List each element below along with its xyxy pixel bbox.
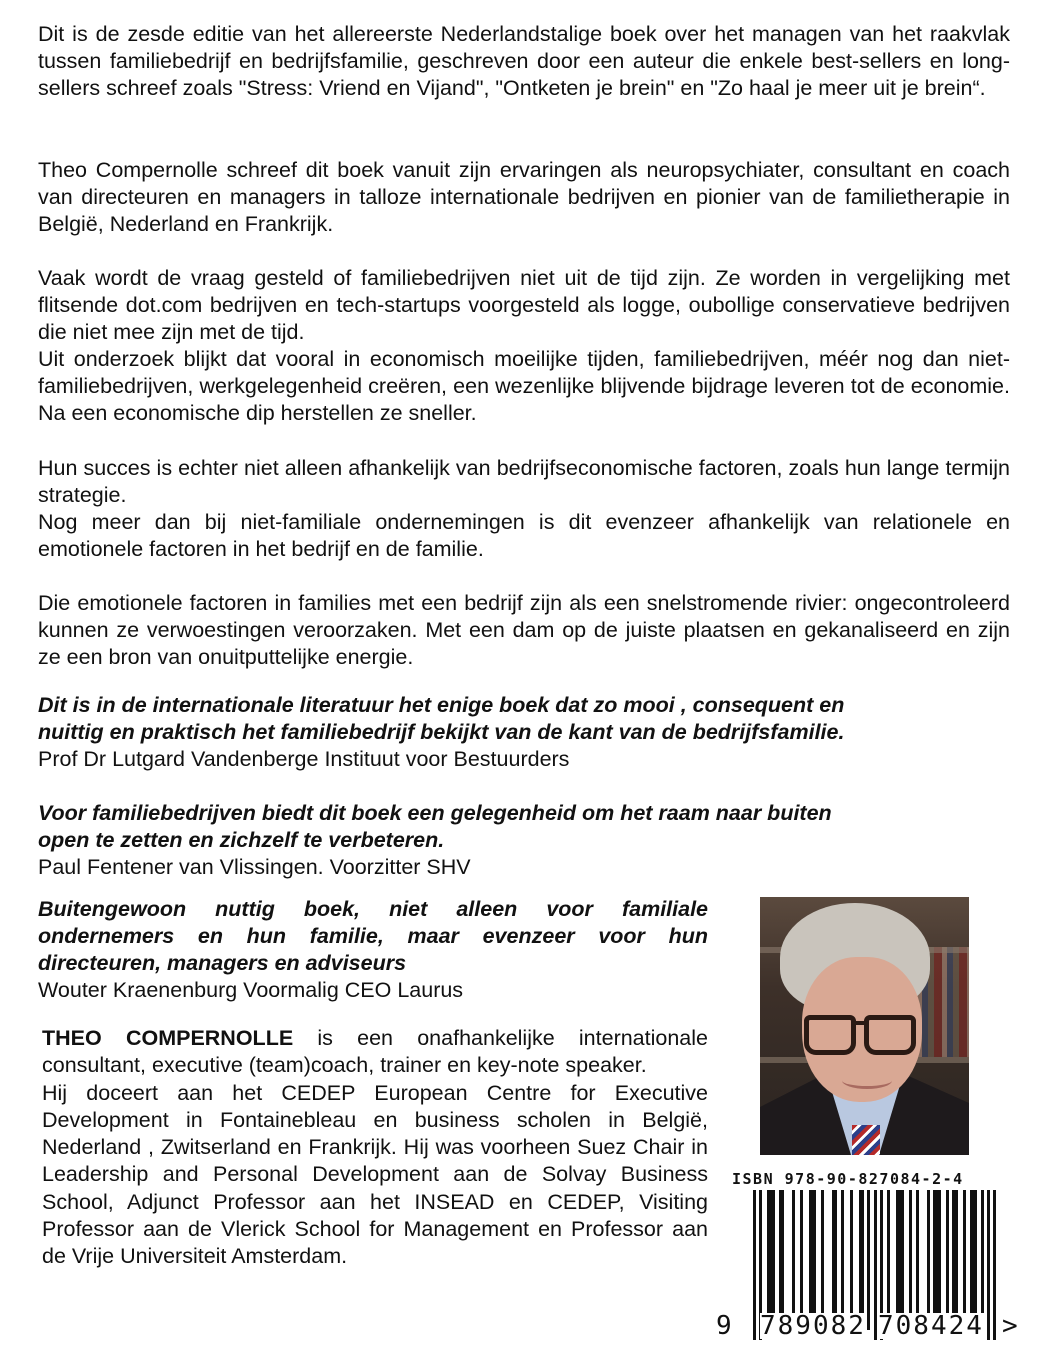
barcode-left-digits: 789082: [760, 1311, 866, 1341]
quote-3: [38, 896, 708, 1004]
quote-1-attribution: Prof Dr Lutgard Vandenberge Instituut voor Bestuurders: [38, 747, 570, 771]
barcode-right-digits: 708424: [878, 1311, 984, 1341]
author-bio-career: Hij doceert aan het CEDEP European Centre for Executive Development in Fontainebleau en business scholen in België, Nederland , Zwitserland en Frankrijk. Hij was voorheen Suez Chair in Leadership and Personal Development aan de Solvay Business School, Adjunct Professor aan het INSEAD en CEDEP, Visiting Professor aan de Vlerick School for Management en Professor aan de Vrije Universiteit Amsterdam.: [42, 1080, 708, 1269]
author-bio: [42, 1025, 708, 1271]
quote-1-line-2: nuittig en praktisch het familiebedrijf bekijkt van de kant van de bedrijfsfamilie.: [38, 720, 845, 744]
author-bio-intro-text: is een onafhankelijke internationale consultant, executive (team)coach, trainer en key-note speaker.: [42, 1026, 708, 1078]
intro-text-3a: Vaak wordt de vraag gesteld of familiebedrijven niet uit de tijd zijn. Ze worden in vergelijking met flitsende dot.com bedrijven en tech-startups voorgesteld als logge, oubollige conservatieve bedrijven die niet mee zijn met de tijd.: [38, 266, 1010, 344]
intro-text-2: Theo Compernolle schreef dit boek vanuit zijn ervaringen als neuropsychiater, consultant en coach van directeuren en managers in talloze internationale bedrijven en pionier van de familietherapie in België, Nederland en Frankrijk.: [38, 158, 1010, 236]
intro-text-1: Dit is de zesde editie van het allereerste Nederlandstalige boek over het managen van het raakvlak tussen familiebedrijf en bedrijfsfamilie, geschreven door een auteur die enkele best-sellers en long-sellers schreef zoals "Stress: Vriend en Vijand", "Ontketen je brein" en "Zo haal je meer uit je brein“.: [38, 22, 1010, 100]
quote-2-line-2: open te zetten en zichzelf te verbeteren.: [38, 828, 445, 852]
glasses-bridge: [855, 1021, 867, 1025]
intro-text-3b: Uit onderzoek blijkt dat vooral in economisch moeilijke tijden, familiebedrijven, méér nog dan niet-familiebedrijven, werkgelegenheid creëren, een wezenlijke blijvende bijdrage leveren tot de economie. Na een economische dip herstellen ze sneller.: [38, 347, 1010, 425]
intro-paragraph-1: [38, 21, 1010, 102]
intro-paragraph-2: [38, 157, 1010, 238]
quote-3-text: Buitengewoon nuttig boek, niet alleen voor familiale ondernemers en hun familie, maar evenzeer voor hun directeuren, managers en adviseurs: [38, 897, 708, 975]
intro-paragraph-5: [38, 590, 1010, 671]
intro-paragraph-3: [38, 265, 1010, 427]
quote-1: [38, 692, 1010, 773]
quote-2-line-1: Voor familiebedrijven biedt dit boek een gelegenheid om het raam naar buiten: [38, 801, 832, 825]
intro-text-5: Die emotionele factoren in families met een bedrijf zijn als een snelstromende rivier: ongecontroleerd kunnen ze verwoestingen veroorzaken. Met een dam op de juiste plaatsen en gekanaliseerd en zijn ze een bron van onuitputtelijke energie.: [38, 591, 1010, 669]
quote-1-line-1: Dit is in de internationale literatuur het enige boek dat zo mooi , consequent en: [38, 693, 845, 717]
barcode-first-digit: 9: [716, 1311, 732, 1341]
isbn-barcode: [712, 1170, 1032, 1355]
quote-2-attribution: Paul Fentener van Vlissingen. Voorzitter SHV: [38, 855, 471, 879]
barcode-quiet-zone-arrow: >: [1002, 1311, 1018, 1341]
author-photo: [760, 897, 969, 1155]
author-bio-intro: [42, 1025, 708, 1080]
striped-tie: [852, 1125, 880, 1155]
isbn-label: ISBN 978-90-827084-2-4: [732, 1170, 964, 1188]
smile: [842, 1072, 892, 1089]
author-name: THEO COMPERNOLLE: [42, 1026, 294, 1050]
glasses-left-lens: [804, 1015, 856, 1055]
quote-3-attribution: Wouter Kraenenburg Voormalig CEO Laurus: [38, 978, 464, 1002]
intro-text-4a: Hun succes is echter niet alleen afhankelijk van bedrijfseconomische factoren, zoals hun lange termijn strategie.: [38, 456, 1010, 507]
quote-2: [38, 800, 1010, 881]
barcode-bars: [753, 1190, 998, 1330]
glasses-right-lens: [864, 1015, 916, 1055]
intro-text-4b: Nog meer dan bij niet-familiale ondernemingen is dit evenzeer afhankelijk van relationele en emotionele factoren in het bedrijf en de familie.: [38, 510, 1010, 561]
intro-paragraph-4: [38, 455, 1010, 563]
